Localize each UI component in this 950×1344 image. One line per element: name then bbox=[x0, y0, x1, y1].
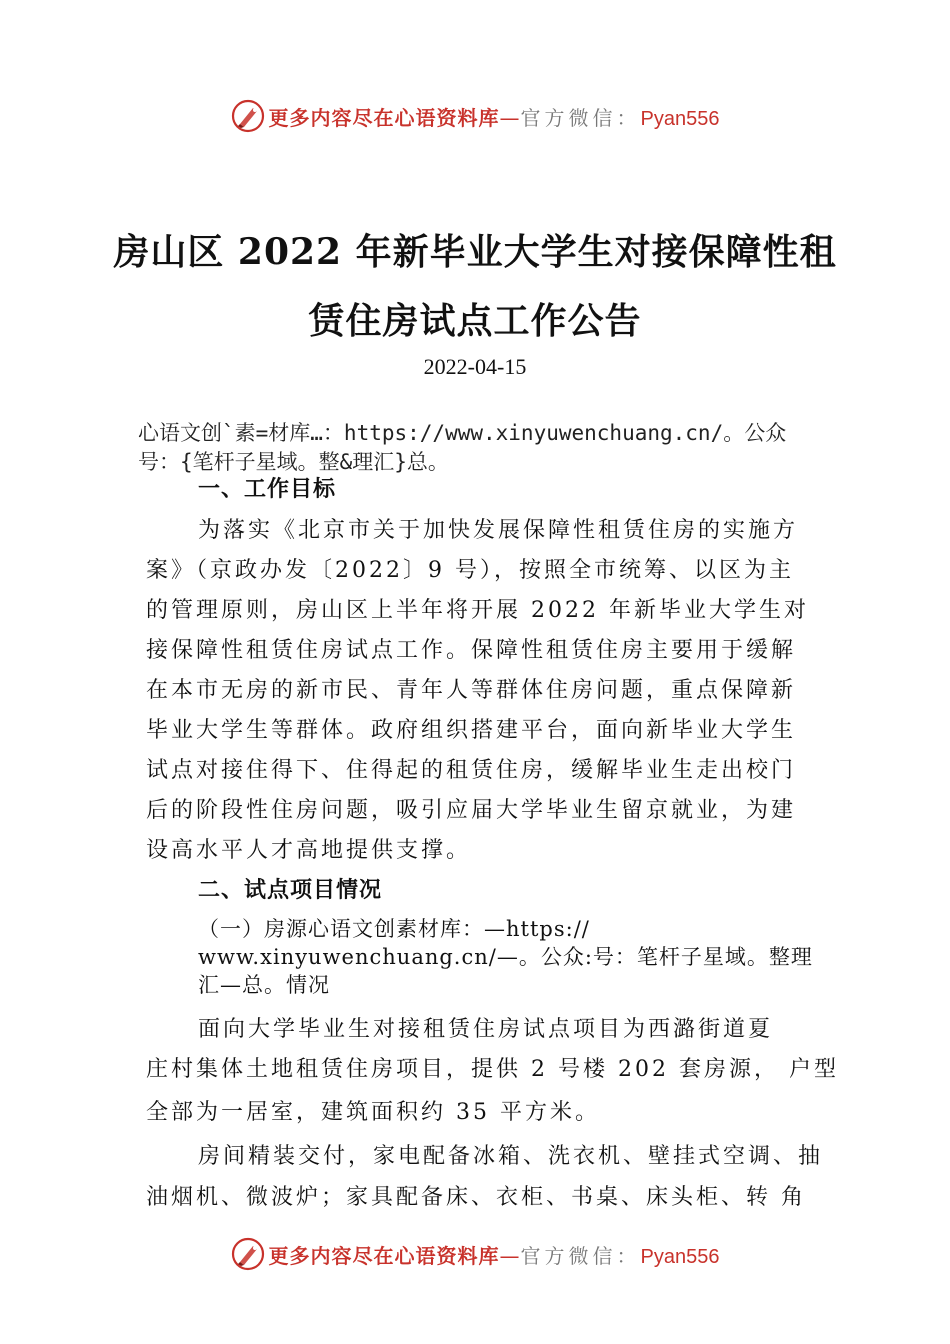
para1-line: 接保障性租赁住房试点工作。保障性租赁住房主要用于缓解 bbox=[146, 638, 797, 663]
para3-line: 房间精装交付，家电配备冰箱、洗衣机、壁挂式空调、抽 bbox=[198, 1144, 824, 1169]
para3-line: 油烟机、微波炉；家具配备床、衣柜、书桌、床头柜、转 角 bbox=[146, 1185, 806, 1210]
section-1-heading: 一、工作目标 bbox=[198, 477, 337, 502]
section-2-heading: 二、试点项目情况 bbox=[198, 878, 383, 903]
document-date: 2022-04-15 bbox=[423, 354, 527, 379]
para1-line: 毕业大学生等群体。政府组织搭建平台，面向新毕业大学生 bbox=[146, 718, 797, 743]
banner-wechat-id: Pyan556 bbox=[640, 1245, 720, 1268]
footer-banner bbox=[0, 1232, 950, 1276]
subsection-line-2: www.xinyuwenchuang.cn/—。公众:号：笔杆子星域。整理 bbox=[198, 945, 813, 969]
para2-line: 面向大学毕业生对接租赁住房试点项目为西潞街道夏 bbox=[198, 1017, 774, 1042]
watermark-line-2: 号：{笔杆子星域。整&理汇}总。 bbox=[138, 450, 449, 474]
para1-line: 的管理原则，房山区上半年将开展 2022 年新毕业大学生对 bbox=[146, 598, 809, 623]
para2-line: 全部为一居室，建筑面积约 35 平方米。 bbox=[146, 1100, 600, 1125]
header-banner bbox=[0, 94, 950, 138]
document-title-line-2: 赁住房试点工作公告 bbox=[308, 300, 642, 342]
para1-line: 为落实《北京市关于加快发展保障性租赁住房的实施方 bbox=[198, 518, 799, 543]
para1-line: 案》（京政办发〔2022〕9 号），按照全市统筹、以区为主 bbox=[146, 558, 794, 583]
subsection-line-3: 汇—总。情况 bbox=[198, 973, 330, 997]
banner-wechat-id: Pyan556 bbox=[640, 107, 720, 130]
para2-line: 庄村集体土地租赁住房项目，提供 2 号楼 202 套房源， 户型 bbox=[146, 1057, 839, 1082]
banner-red-text: 更多内容尽在心语资料库 bbox=[268, 1243, 500, 1268]
banner-gray-text: 官方微信： bbox=[520, 1243, 641, 1268]
pen-logo-icon bbox=[231, 1237, 265, 1271]
banner-red-text: 更多内容尽在心语资料库 bbox=[268, 105, 500, 130]
pen-logo-icon bbox=[231, 99, 265, 133]
document-title-line-1: 房山区 2022 年新毕业大学生对接保障性租 bbox=[113, 231, 837, 273]
watermark-line-1: 心语文创`素=材库…：https://www.xinyuwenchuang.cn/。公众 bbox=[138, 421, 787, 445]
subsection-line-1: （一）房源心语文创素材库：—https:// bbox=[198, 917, 590, 941]
para1-line: 后的阶段性住房问题，吸引应届大学毕业生留京就业，为建 bbox=[146, 798, 797, 823]
para1-line: 在本市无房的新市民、青年人等群体住房问题，重点保障新 bbox=[146, 678, 797, 703]
banner-separator: — bbox=[499, 1243, 521, 1268]
para1-line: 试点对接住得下、住得起的租赁住房，缓解毕业生走出校门 bbox=[146, 758, 797, 783]
para1-line: 设高水平人才高地提供支撑。 bbox=[146, 838, 472, 863]
banner-gray-text: 官方微信： bbox=[520, 105, 641, 130]
banner-separator: — bbox=[499, 105, 521, 130]
